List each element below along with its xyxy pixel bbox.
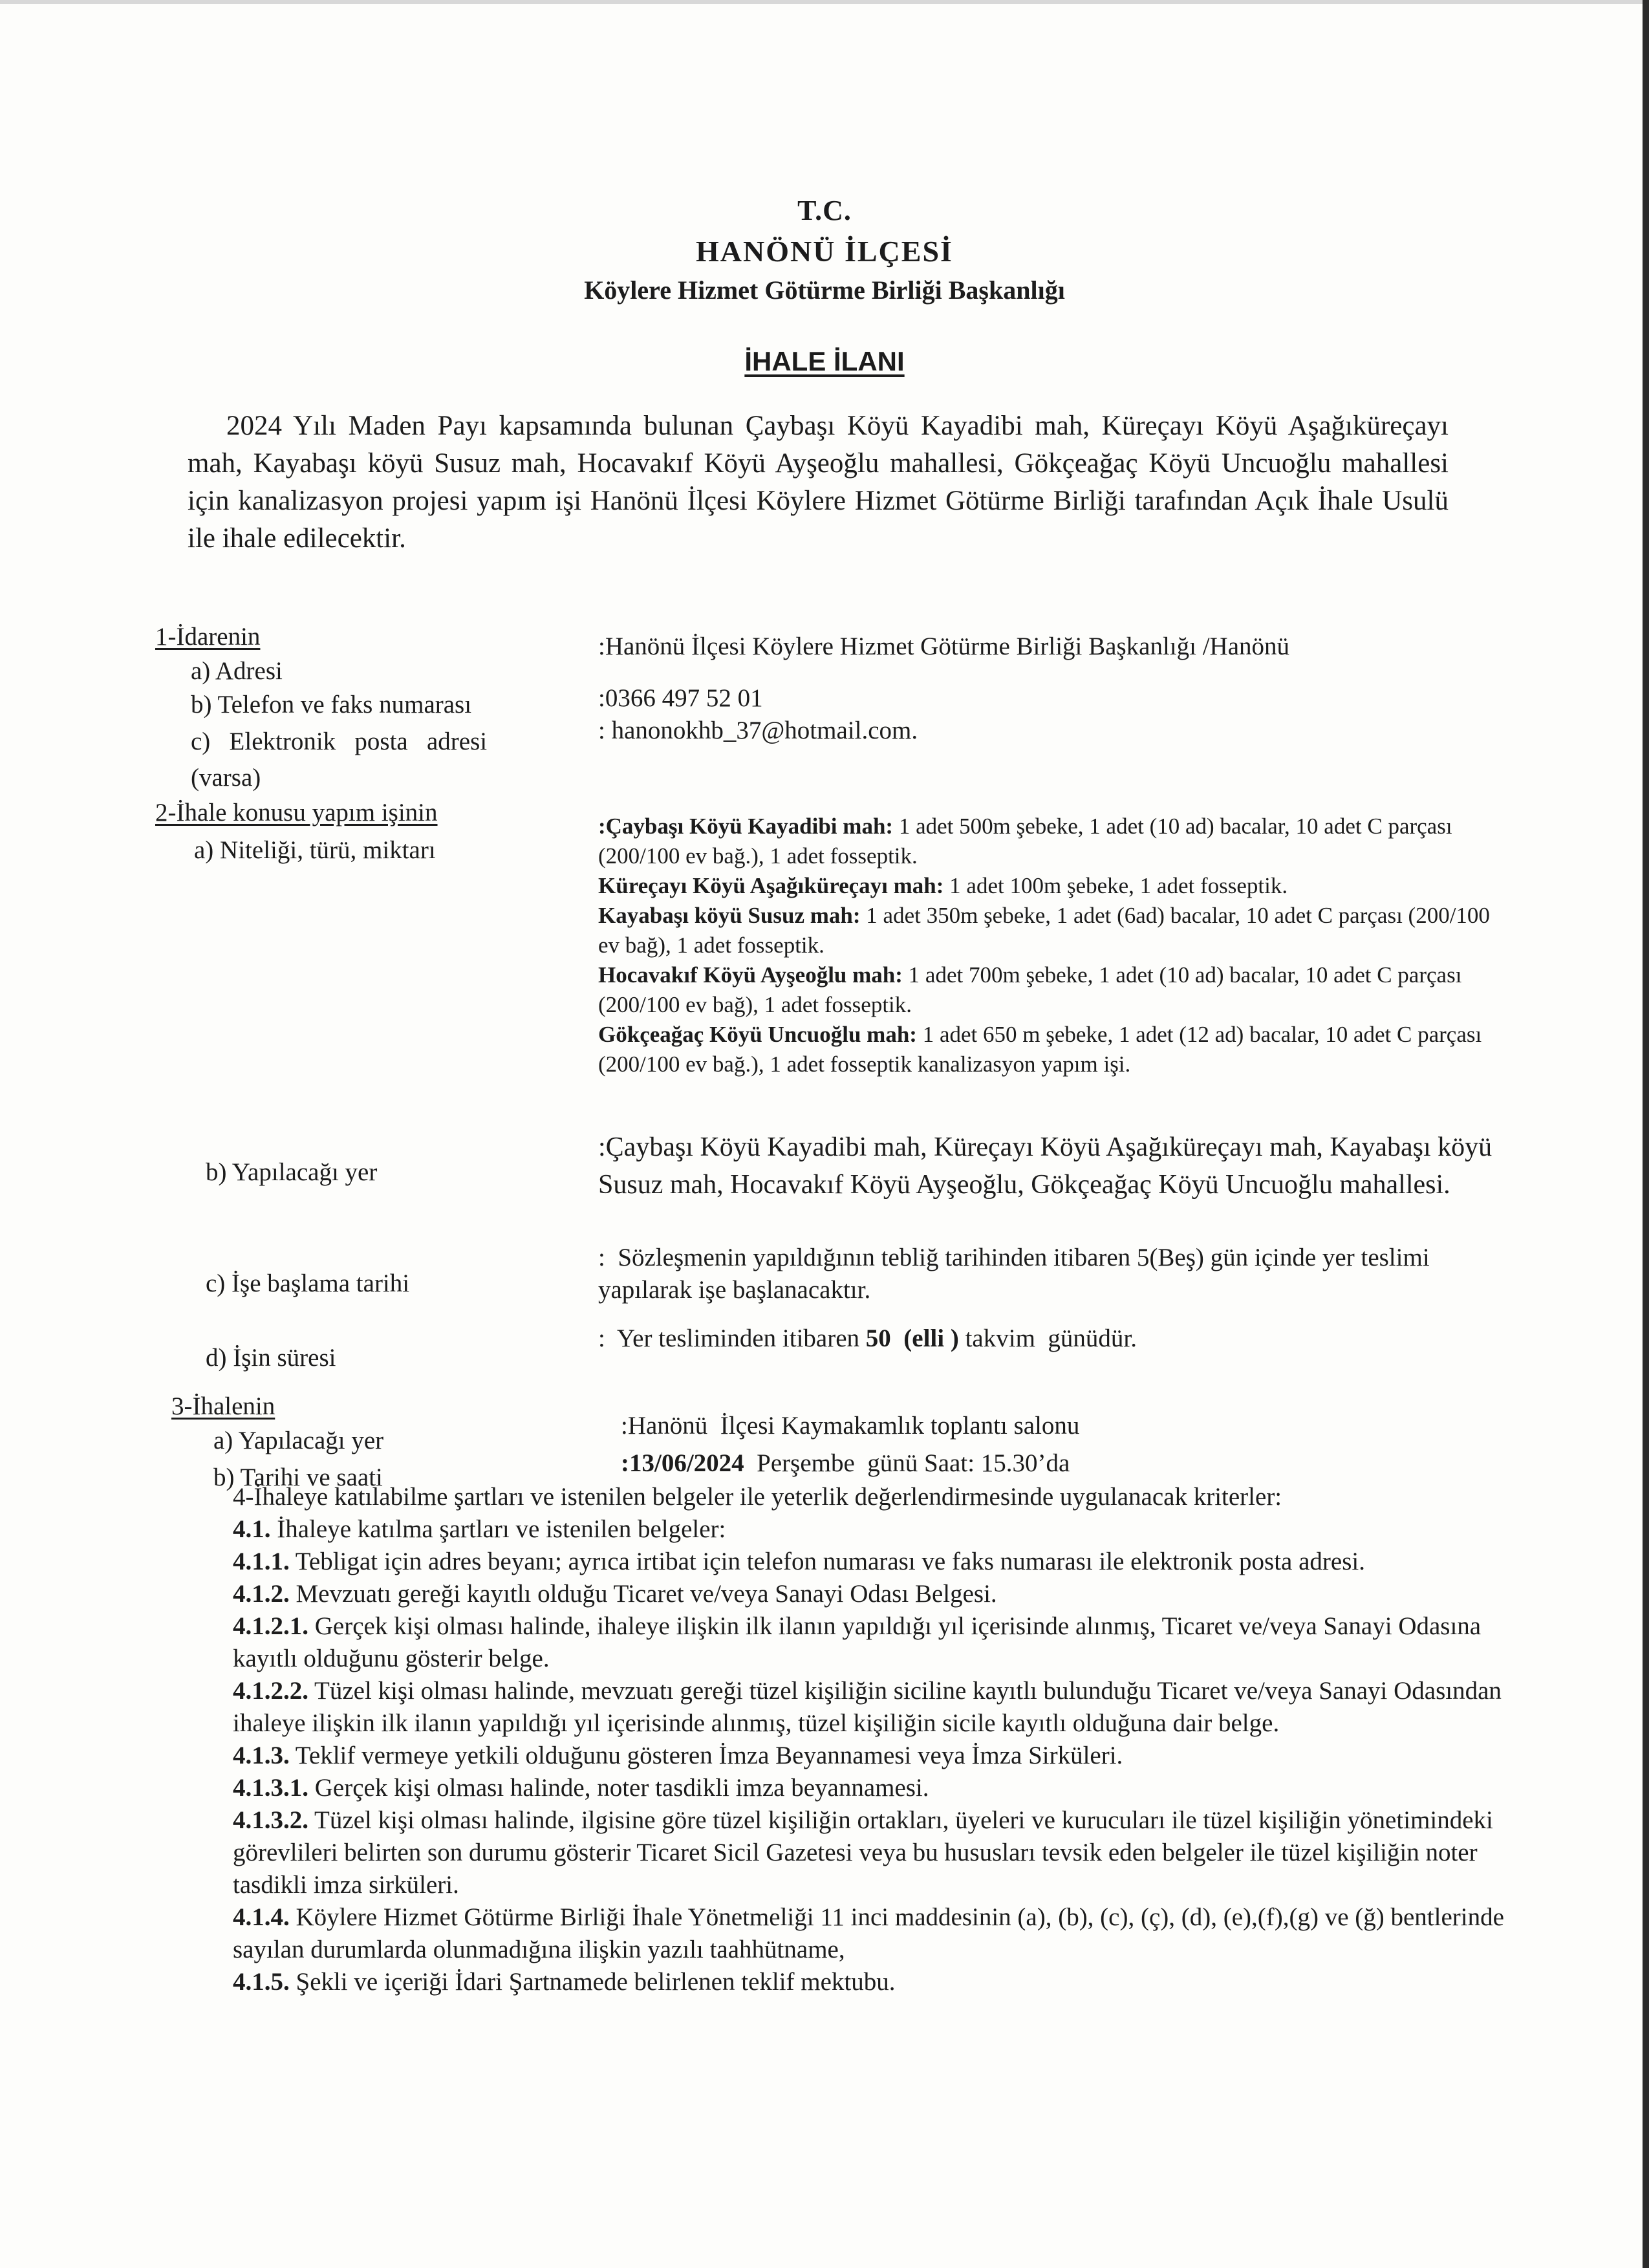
section-3-title: 3-İhalenin xyxy=(171,1392,275,1420)
criteria-number: 4.1.4. xyxy=(233,1903,290,1931)
tender-date: :13/06/2024 xyxy=(621,1449,744,1477)
criteria-text: Tüzel kişi olması halinde, ilgisine göre tüzel kişiliğin ortakları, üyeleri ve kurucuları ile tüzel kişiliğin yönetimindeki görevlileri belirten son durumu gösterir Ticaret Sicil Gazetesi veya bu hususları tevsik eden belgeler ile tüzel kişiliğin noter tasdikli imza sirküleri. xyxy=(233,1806,1493,1899)
criteria-number: 4.1.5. xyxy=(233,1968,290,1996)
scope-item xyxy=(598,871,1503,901)
criteria-text: Teklif vermeye yetkili olduğunu gösteren İmza Beyannamesi veya İmza Sirküleri. xyxy=(289,1742,1123,1769)
duration-value xyxy=(598,1323,1503,1355)
criteria-text: Gerçek kişi olması halinde, ihaleye ilişkin ilk ilanın yapıldığı yıl içerisinde alınmış, Ticaret ve/veya Sanayi Odasına kayıtlı olduğunu gösterir belge. xyxy=(233,1612,1482,1672)
tender-place-label: a) Yapılacağı yer xyxy=(213,1427,384,1454)
scope-item-text: 1 adet 650 m şebeke, 1 adet (12 ad) bacalar, 10 adet C parçası (200/100 ev bağ.), 1 adet fosseptik kanalizasyon yapım işi. xyxy=(598,1022,1482,1077)
criteria-number: 4.1.2.1. xyxy=(233,1612,308,1640)
address-label: a) Adresi xyxy=(191,657,283,685)
duration-label: d) İşin süresi xyxy=(206,1344,336,1372)
scope-item-text: 1 adet 350m şebeke, 1 adet (6ad) bacalar, 10 adet C parçası (200/100 ev bağ), 1 adet fosseptik. xyxy=(598,903,1490,958)
scope-items xyxy=(598,812,1503,1079)
scope-item-place: Hocavakıf Köyü Ayşeoğlu mah: xyxy=(598,962,903,988)
duration-prefix: : Yer tesliminden itibaren xyxy=(598,1324,866,1352)
tender-place-value: :Hanönü İlçesi Kaymakamlık toplantı salonu xyxy=(621,1412,1080,1440)
notice-title: İHALE İLANI xyxy=(744,346,905,376)
criteria-number: 4.1.3.1. xyxy=(233,1774,308,1802)
header-tc: T.C. xyxy=(797,195,852,226)
criteria-number: 4.1. xyxy=(233,1515,271,1543)
scope-item-place: :Çaybaşı Köyü Kayadibi mah: xyxy=(598,814,894,839)
criteria-text: Şekli ve içeriği İdari Şartnamede belirlenen teklif mektubu. xyxy=(289,1968,896,1996)
scope-item xyxy=(598,1020,1503,1079)
criteria-text: İhaleye katılma şartları ve istenilen belgeler: xyxy=(270,1515,726,1543)
scope-label: a) Niteliği, türü, miktarı xyxy=(194,836,436,864)
duration-days: 50 (elli ) xyxy=(865,1324,959,1352)
scope-item-text: 1 adet 100m şebeke, 1 adet fosseptik. xyxy=(943,873,1288,898)
duration-suffix: takvim günüdür. xyxy=(958,1324,1137,1352)
criteria-heading: 4-İhaleye katılabilme şartları ve istenilen belgeler ile yeterlik değerlendirmesinde uygulanacak kriterler: xyxy=(233,1483,1282,1511)
criteria-text: Köylere Hizmet Götürme Birliği İhale Yönetmeliği 11 inci maddesinin (a), (b), (c), (ç), (d), (e),(f),(g) ve (ğ) bentlerinde sayılan durumlarda olunmadığına ilişkin yazılı taahhütname, xyxy=(233,1903,1504,1963)
criteria-number: 4.1.1. xyxy=(233,1548,290,1575)
intro-paragraph: 2024 Yılı Maden Payı kapsamında bulunan Çaybaşı Köyü Kayadibi mah, Küreçayı Köyü Aşağıküreçayı mah, Kayabaşı köyü Susuz mah, Hocavakıf Köyü Ayşeoğlu mahallesi, Gökçeağaç Köyü Uncuoğlu mahallesi için kanalizasyon projesi yapım işi Hanönü İlçesi Köylere Hizmet Götürme Birliği tarafından Açık İhale Usulü ile ihale edilecektir. xyxy=(188,411,1449,554)
tender-time: Perşembe günü Saat: 15.30’da xyxy=(744,1449,1070,1477)
section-2-title: 2-İhale konusu yapım işinin xyxy=(155,799,438,826)
site-label: b) Yapılacağı yer xyxy=(206,1158,378,1186)
criteria-number: 4.1.2.2. xyxy=(233,1677,308,1705)
criteria-item xyxy=(233,1772,1513,1804)
header-district: HANÖNÜ İLÇESİ xyxy=(696,235,953,268)
scope-item-text: 1 adet 500m şebeke, 1 adet (10 ad) bacalar, 10 adet C parçası (200/100 ev bağ.), 1 adet fosseptik. xyxy=(598,814,1452,869)
site-value: :Çaybaşı Köyü Kayadibi mah, Küreçayı Köyü Aşağıküreçayı mah, Kayabaşı köyü Susuz mah, Hocavakıf Köyü Ayşeoğlu, Gökçeağaç Köyü Uncuoğlu mahallesi. xyxy=(598,1132,1493,1200)
scope-item-text: 1 adet 700m şebeke, 1 adet (10 ad) bacalar, 10 adet C parçası (200/100 ev bağ), 1 adet fosseptik. xyxy=(598,962,1462,1017)
scan-top-edge xyxy=(0,0,1649,4)
phone-value: :0366 497 52 01 xyxy=(598,684,763,712)
phone-label: b) Telefon ve faks numarası xyxy=(191,691,472,718)
email-label-note: (varsa) xyxy=(191,764,261,792)
tender-date-value xyxy=(621,1447,1526,1480)
scope-item xyxy=(598,960,1503,1020)
scope-item xyxy=(598,812,1503,871)
address-value: :Hanönü İlçesi Köylere Hizmet Götürme Birliği Başkanlığı /Hanönü xyxy=(598,632,1290,660)
criteria-item xyxy=(233,1610,1513,1675)
criteria-item xyxy=(233,1966,1513,1998)
start-date-value: : Sözleşmenin yapıldığının tebliğ tarihinden itibaren 5(Beş) gün içinde yer teslimi yapılarak işe başlanacaktır. xyxy=(598,1244,1436,1304)
criteria-item xyxy=(233,1675,1513,1740)
section-1-title: 1-İdarenin xyxy=(155,623,261,651)
eligibility-criteria xyxy=(233,1481,1513,1998)
criteria-item xyxy=(233,1804,1513,1901)
scope-item xyxy=(598,901,1503,960)
scope-item-place: Kayabaşı köyü Susuz mah: xyxy=(598,903,861,928)
criteria-item xyxy=(233,1901,1513,1966)
email-label: c) Elektronik posta adresi xyxy=(191,728,488,755)
email-value: : hanonokhb_37@hotmail.com. xyxy=(598,717,918,744)
tender-date-label: b) Tarihi ve saati xyxy=(213,1463,383,1491)
criteria-text: Tebligat için adres beyanı; ayrıca irtibat için telefon numarası ve faks numarası ile elektronik posta adresi. xyxy=(289,1548,1365,1575)
criteria-text: Gerçek kişi olması halinde, noter tasdikli imza beyannamesi. xyxy=(308,1774,929,1802)
criteria-number: 4.1.2. xyxy=(233,1580,290,1608)
criteria-number: 4.1.3. xyxy=(233,1742,290,1769)
criteria-item xyxy=(233,1546,1513,1578)
scan-right-edge xyxy=(1643,0,1649,2268)
criteria-number: 4.1.3.2. xyxy=(233,1806,308,1834)
header-union: Köylere Hizmet Götürme Birliği Başkanlığı xyxy=(584,275,1065,305)
criteria-item xyxy=(233,1513,1513,1546)
criteria-item xyxy=(233,1740,1513,1772)
scope-item-place: Gökçeağaç Köyü Uncuoğlu mah: xyxy=(598,1022,917,1047)
criteria-text: Tüzel kişi olması halinde, mevzuatı gereği tüzel kişiliğin siciline kayıtlı bulunduğu Ticaret ve/veya Sanayi Odasından ihaleye ilişkin ilk ilanın yapıldığı yıl içerisinde alınmış, tüzel kişiliğin sicile kayıtlı olduğuna dair belge. xyxy=(233,1677,1502,1737)
start-date-label: c) İşe başlama tarihi xyxy=(206,1269,410,1297)
criteria-item xyxy=(233,1578,1513,1610)
scope-item-place: Küreçayı Köyü Aşağıküreçayı mah: xyxy=(598,873,944,898)
criteria-text: Mevzuatı gereği kayıtlı olduğu Ticaret ve/veya Sanayi Odası Belgesi. xyxy=(289,1580,997,1608)
